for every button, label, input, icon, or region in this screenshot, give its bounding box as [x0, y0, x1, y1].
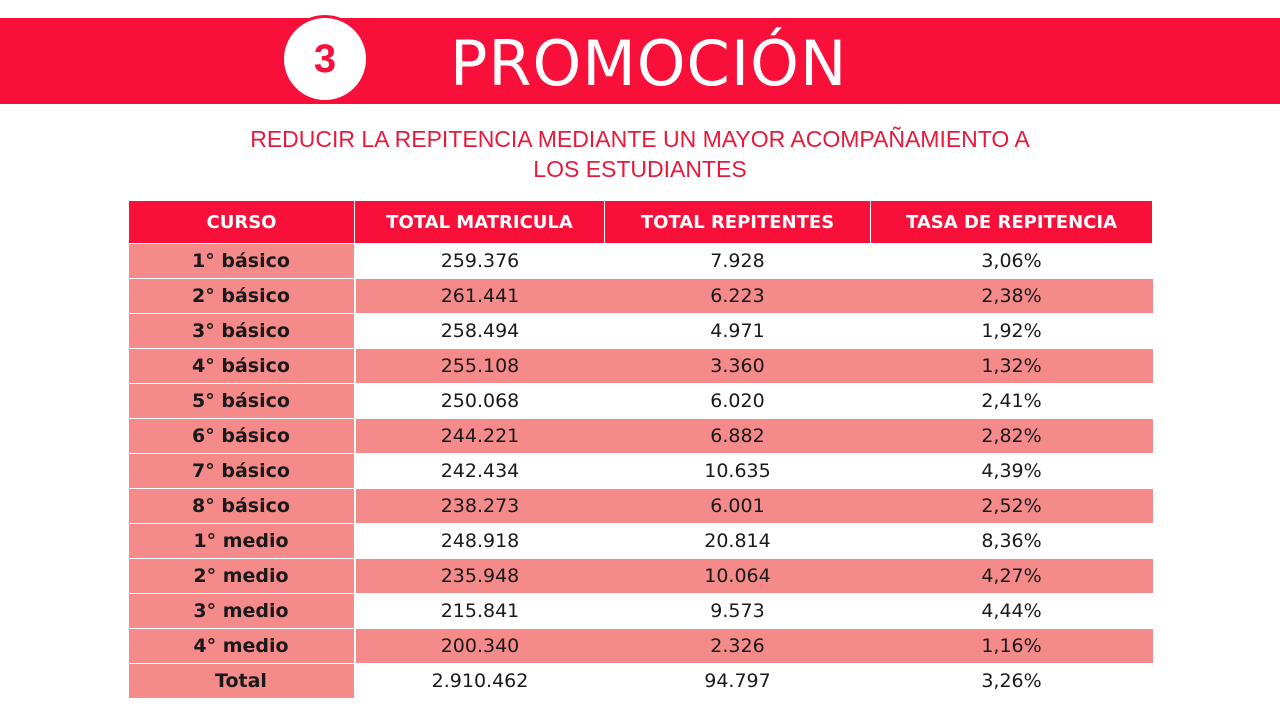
- cell-total-repitentes: 2.326: [605, 629, 871, 664]
- page-title: PROMOCIÓN: [450, 27, 848, 100]
- subtitle-line-2: LOS ESTUDIANTES: [533, 156, 747, 182]
- cell-curso: 4° medio: [129, 629, 355, 664]
- cell-total-repitentes: 6.020: [605, 384, 871, 419]
- cell-total-repitentes: 10.635: [605, 454, 871, 489]
- cell-total-repitentes: 94.797: [605, 664, 871, 699]
- cell-curso: 4° básico: [129, 349, 355, 384]
- cell-curso: 8° básico: [129, 489, 355, 524]
- section-number-badge: 3: [281, 15, 369, 103]
- table-body: [129, 244, 1153, 699]
- table-row: [129, 279, 1153, 314]
- cell-tasa-repitencia: 4,44%: [871, 594, 1153, 629]
- cell-curso: Total: [129, 664, 355, 699]
- cell-tasa-repitencia: 1,32%: [871, 349, 1153, 384]
- page-subtitle: [160, 124, 1120, 184]
- cell-total-repitentes: 6.001: [605, 489, 871, 524]
- cell-total-matricula: 259.376: [355, 244, 605, 279]
- cell-total-repitentes: 4.971: [605, 314, 871, 349]
- column-header-tasa-repitencia: TASA DE REPITENCIA: [871, 201, 1153, 244]
- cell-total-matricula: 235.948: [355, 559, 605, 594]
- cell-tasa-repitencia: 2,52%: [871, 489, 1153, 524]
- table-row: [129, 419, 1153, 454]
- cell-total-repitentes: 7.928: [605, 244, 871, 279]
- table-row: [129, 314, 1153, 349]
- table-row: [129, 454, 1153, 489]
- column-header-curso: CURSO: [129, 201, 355, 244]
- table-row: [129, 384, 1153, 419]
- cell-total-matricula: 215.841: [355, 594, 605, 629]
- table-row: [129, 349, 1153, 384]
- subtitle-line-1: REDUCIR LA REPITENCIA MEDIANTE UN MAYOR ACOMPAÑAMIENTO A: [250, 126, 1030, 152]
- cell-total-matricula: 258.494: [355, 314, 605, 349]
- cell-total-repitentes: 3.360: [605, 349, 871, 384]
- table-row: [129, 629, 1153, 664]
- cell-total-repitentes: 20.814: [605, 524, 871, 559]
- cell-tasa-repitencia: 1,16%: [871, 629, 1153, 664]
- repitencia-table: [128, 200, 1153, 699]
- cell-curso: 3° básico: [129, 314, 355, 349]
- cell-total-matricula: 200.340: [355, 629, 605, 664]
- cell-curso: 2° básico: [129, 279, 355, 314]
- cell-total-repitentes: 6.223: [605, 279, 871, 314]
- cell-tasa-repitencia: 4,27%: [871, 559, 1153, 594]
- cell-curso: 6° básico: [129, 419, 355, 454]
- table-row: [129, 559, 1153, 594]
- table-header-row: [129, 201, 1153, 244]
- cell-total-matricula: 2.910.462: [355, 664, 605, 699]
- table-row: [129, 524, 1153, 559]
- cell-total-repitentes: 6.882: [605, 419, 871, 454]
- cell-total-matricula: 238.273: [355, 489, 605, 524]
- cell-curso: 3° medio: [129, 594, 355, 629]
- cell-total-repitentes: 9.573: [605, 594, 871, 629]
- cell-curso: 2° medio: [129, 559, 355, 594]
- cell-total-matricula: 261.441: [355, 279, 605, 314]
- table-total-row: [129, 664, 1153, 699]
- cell-tasa-repitencia: 3,06%: [871, 244, 1153, 279]
- cell-total-matricula: 255.108: [355, 349, 605, 384]
- cell-tasa-repitencia: 4,39%: [871, 454, 1153, 489]
- cell-tasa-repitencia: 2,82%: [871, 419, 1153, 454]
- table-row: [129, 489, 1153, 524]
- cell-tasa-repitencia: 3,26%: [871, 664, 1153, 699]
- cell-tasa-repitencia: 2,38%: [871, 279, 1153, 314]
- cell-total-matricula: 250.068: [355, 384, 605, 419]
- cell-curso: 1° básico: [129, 244, 355, 279]
- cell-tasa-repitencia: 1,92%: [871, 314, 1153, 349]
- cell-curso: 5° básico: [129, 384, 355, 419]
- table-row: [129, 594, 1153, 629]
- cell-tasa-repitencia: 8,36%: [871, 524, 1153, 559]
- cell-total-matricula: 248.918: [355, 524, 605, 559]
- cell-total-matricula: 244.221: [355, 419, 605, 454]
- column-header-total-matricula: TOTAL MATRICULA: [355, 201, 605, 244]
- column-header-total-repitentes: TOTAL REPITENTES: [605, 201, 871, 244]
- table-row: [129, 244, 1153, 279]
- cell-total-matricula: 242.434: [355, 454, 605, 489]
- cell-tasa-repitencia: 2,41%: [871, 384, 1153, 419]
- cell-curso: 7° básico: [129, 454, 355, 489]
- cell-curso: 1° medio: [129, 524, 355, 559]
- cell-total-repitentes: 10.064: [605, 559, 871, 594]
